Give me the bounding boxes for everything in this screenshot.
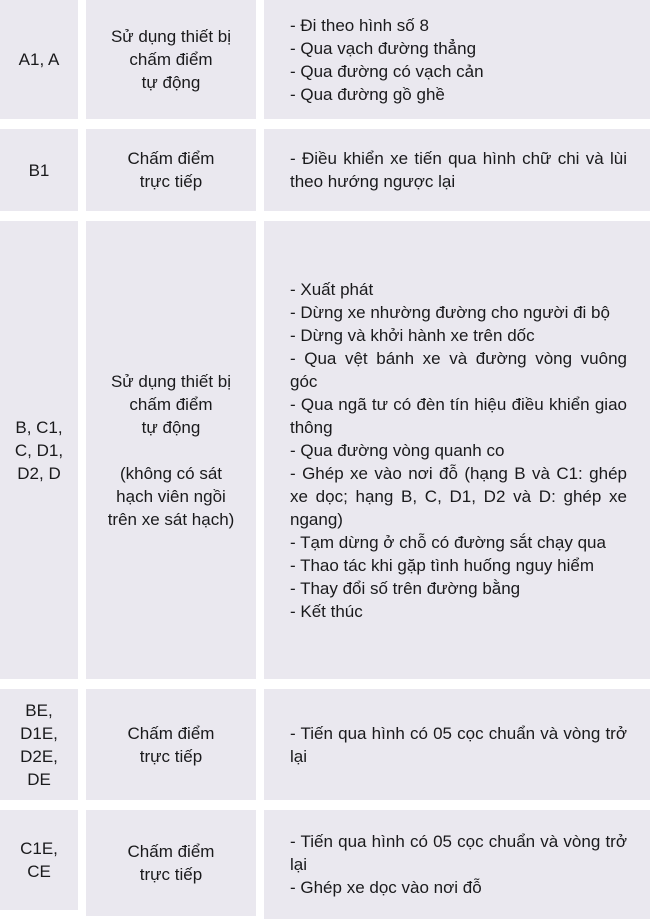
scoring-method-line: trực tiếp	[139, 746, 203, 766]
scoring-method-line: chấm điểm	[129, 50, 213, 69]
scoring-method-cell	[86, 221, 256, 679]
scoring-method-line	[94, 439, 248, 462]
scoring-method-line: trực tiếp	[139, 865, 203, 884]
license-class-line: C1E,	[20, 839, 58, 858]
scoring-method-line: Chấm điểm	[127, 842, 215, 861]
license-class-line: DE	[27, 769, 51, 789]
task-item: - Ghép xe dọc vào nơi đỗ	[290, 878, 482, 897]
scoring-method-cell	[86, 689, 256, 800]
scoring-method-cell	[86, 129, 256, 211]
license-class-line: B1	[28, 160, 50, 180]
task-item: - Qua vệt bánh xe và đường vòng vuông góc	[290, 348, 627, 391]
scoring-method-cell	[86, 810, 256, 916]
scoring-method-line: Chấm điểm	[127, 149, 215, 168]
license-class-line: BE,	[25, 700, 53, 720]
task-item: - Đi theo hình số 8	[290, 15, 429, 35]
license-class-line: B, C1,	[15, 417, 63, 437]
scoring-method-line: Sử dụng thiết bị	[110, 371, 232, 391]
task-item: - Qua đường có vạch cản	[290, 61, 484, 81]
scoring-method-line: (không có sát	[119, 463, 223, 483]
scoring-method-line: tự động	[141, 417, 201, 437]
license-class-line: C, D1,	[14, 440, 64, 460]
license-class-line: A1, A	[18, 50, 60, 69]
license-class-cell	[0, 129, 78, 211]
task-item: - Thao tác khi gặp tình huống nguy hiểm	[290, 555, 594, 575]
scoring-method-line: trực tiếp	[139, 172, 203, 191]
task-item: - Qua vạch đường thẳng	[290, 38, 477, 58]
license-class-cell	[0, 689, 78, 800]
test-contents-cell	[264, 221, 650, 679]
task-item: - Tạm dừng ở chỗ có đường sắt chạy qua	[290, 532, 606, 552]
scoring-method-line: hạch viên ngồi	[116, 486, 226, 506]
license-class-line: D1E,	[20, 723, 58, 743]
task-item: - Ghép xe vào nơi đỗ (hạng B và C1: ghép xe dọc; hạng B, C, D1, D2 và D: ghép xe ngang)	[290, 463, 627, 529]
test-contents-cell	[264, 0, 650, 119]
license-class-cell	[0, 221, 78, 679]
license-class-line: CE	[27, 862, 51, 881]
scoring-method-line: Sử dụng thiết bị	[110, 27, 232, 46]
test-contents-cell	[264, 689, 650, 800]
license-class-cell	[0, 0, 78, 119]
task-item: - Dừng xe nhường đường cho người đi bộ	[290, 302, 610, 322]
task-item: - Tiến qua hình có 05 cọc chuẩn và vòng trở lại	[290, 832, 627, 874]
task-item: - Dừng và khởi hành xe trên dốc	[290, 325, 535, 345]
task-item: - Điều khiển xe tiến qua hình chữ chi và lùi theo hướng ngược lại	[290, 149, 627, 191]
task-item: - Qua đường vòng quanh co	[290, 440, 505, 460]
scoring-method-cell	[86, 0, 256, 119]
license-class-line: D2E,	[20, 746, 58, 766]
scoring-method-line: tự động	[141, 73, 201, 92]
test-contents-cell	[264, 810, 650, 919]
task-item: - Kết thúc	[290, 601, 363, 621]
scoring-method-line: Chấm điểm	[127, 723, 215, 743]
task-item: - Qua ngã tư có đèn tín hiệu điều khiển giao thông	[290, 394, 627, 437]
task-item: - Thay đổi số trên đường bằng	[290, 578, 521, 598]
test-contents-cell	[264, 129, 650, 211]
scoring-method-line: trên xe sát hạch)	[107, 509, 235, 529]
license-class-line: D2, D	[17, 463, 61, 483]
license-class-cell	[0, 810, 78, 910]
task-item: - Xuất phát	[290, 279, 374, 299]
task-item: - Qua đường gồ ghề	[290, 84, 445, 104]
scoring-method-line: chấm điểm	[129, 394, 213, 414]
task-item: - Tiến qua hình có 05 cọc chuẩn và vòng trở lại	[290, 723, 627, 766]
